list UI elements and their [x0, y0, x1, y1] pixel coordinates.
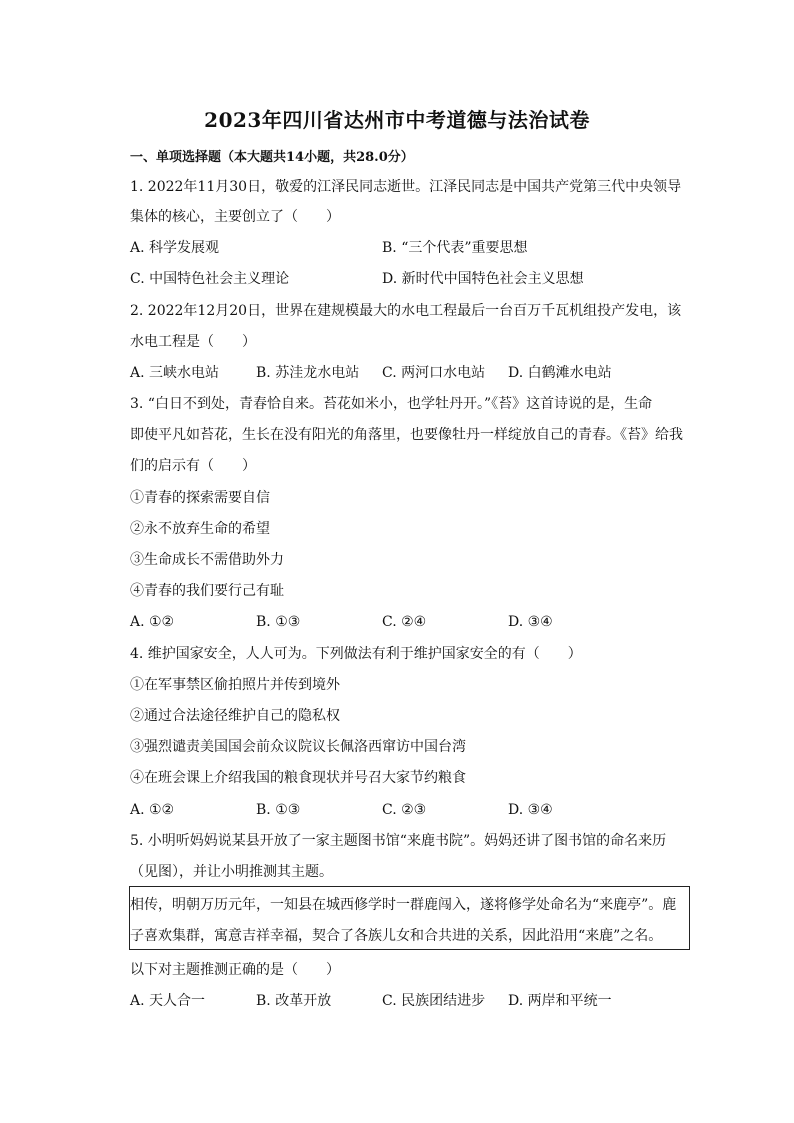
q1-stem-line1: 1. 2022年11月30日，敬爱的江泽民同志逝世。江泽民同志是中国共产党第三代中央领导: [130, 179, 682, 195]
q3-stem-line1: 3. “白日不到处，青春恰自来。苔花如米小，也学牡丹开。”《苔》这首诗说的是，生命: [130, 396, 653, 412]
q5-option-b: B. 改革开放: [256, 993, 332, 1009]
q5-option-c: C. 民族团结进步: [382, 993, 486, 1009]
q2-stem-line1: 2. 2022年12月20日，世界在建规模最大的水电工程最后一台百万千瓦机组投产发电，该: [130, 303, 682, 319]
q5-material-line1: 相传，明朝万历元年，一知县在城西修学时一群鹿闯入，遂将修学处命名为“来鹿亭”。鹿: [130, 897, 677, 913]
q1-stem-line2: 集体的核心，主要创立了（ ）: [130, 209, 340, 225]
q4-option-b: B. ①③: [256, 802, 301, 818]
q4-item-2: ②通过合法途径维护自己的隐私权: [130, 708, 340, 724]
q3-stem-line3: 们的启示有（ ）: [130, 458, 256, 474]
q4-stem-line1: 4. 维护国家安全，人人可为。下列做法有利于维护国家安全的有（ ）: [130, 646, 582, 662]
q3-item-2: ②永不放弃生命的希望: [130, 521, 270, 537]
q4-option-a: A. ①②: [130, 802, 175, 818]
page-title: 2023年四川省达州市中考道德与法治试卷: [204, 108, 590, 132]
q3-option-a: A. ①②: [130, 614, 175, 630]
q5-stem-line3: 以下对主题推测正确的是（ ）: [130, 962, 340, 978]
q3-item-4: ④青春的我们要行己有耻: [130, 583, 284, 599]
q1-option-c: C. 中国特色社会主义理论: [130, 271, 290, 287]
q3-option-b: B. ①③: [256, 614, 301, 630]
q2-option-a: A. 三峡水电站: [130, 365, 220, 381]
q5-option-d: D. 两岸和平统一: [508, 993, 612, 1009]
q5-stem-line2: （见图），并让小明推测其主题。: [130, 864, 333, 880]
q4-option-c: C. ②③: [382, 802, 427, 818]
q2-option-b: B. 苏洼龙水电站: [256, 365, 360, 381]
q2-option-d: D. 白鹤滩水电站: [508, 365, 612, 381]
q4-item-3: ③强烈谴责美国国会前众议院议长佩洛西窜访中国台湾: [130, 739, 466, 755]
section-heading: 一、单项选择题（本大题共14小题，共28.0分）: [130, 150, 414, 165]
q4-item-1: ①在军事禁区偷拍照片并传到境外: [130, 677, 340, 693]
q3-option-c: C. ②④: [382, 614, 427, 630]
q3-item-1: ①青春的探索需要自信: [130, 490, 270, 506]
q2-option-c: C. 两河口水电站: [382, 365, 486, 381]
q4-option-d: D. ③④: [508, 802, 553, 818]
q1-option-b: B. “三个代表”重要思想: [382, 240, 528, 256]
q5-option-a: A. 天人合一: [130, 993, 206, 1009]
q5-material-line2: 子喜欢集群，寓意吉祥幸福，契合了各族儿女和合共进的关系，因此沿用“来鹿”之名。: [130, 928, 663, 944]
q1-option-d: D. 新时代中国特色社会主义思想: [382, 271, 584, 287]
q3-stem-line2: 即使平凡如苔花，生长在没有阳光的角落里，也要像牡丹一样绽放自己的青春。《苔》给我: [130, 427, 683, 443]
q3-item-3: ③生命成长不需借助外力: [130, 552, 284, 568]
q4-item-4: ④在班会课上介绍我国的粮食现状并号召大家节约粮食: [130, 770, 466, 786]
q3-option-d: D. ③④: [508, 614, 553, 630]
q1-option-a: A. 科学发展观: [130, 240, 220, 256]
q2-stem-line2: 水电工程是（ ）: [130, 334, 256, 350]
q5-material-box: [129, 886, 690, 950]
q5-stem-line1: 5. 小明听妈妈说某县开放了一家主题图书馆“来鹿书院”。妈妈还讲了图书馆的命名来历: [130, 833, 667, 849]
